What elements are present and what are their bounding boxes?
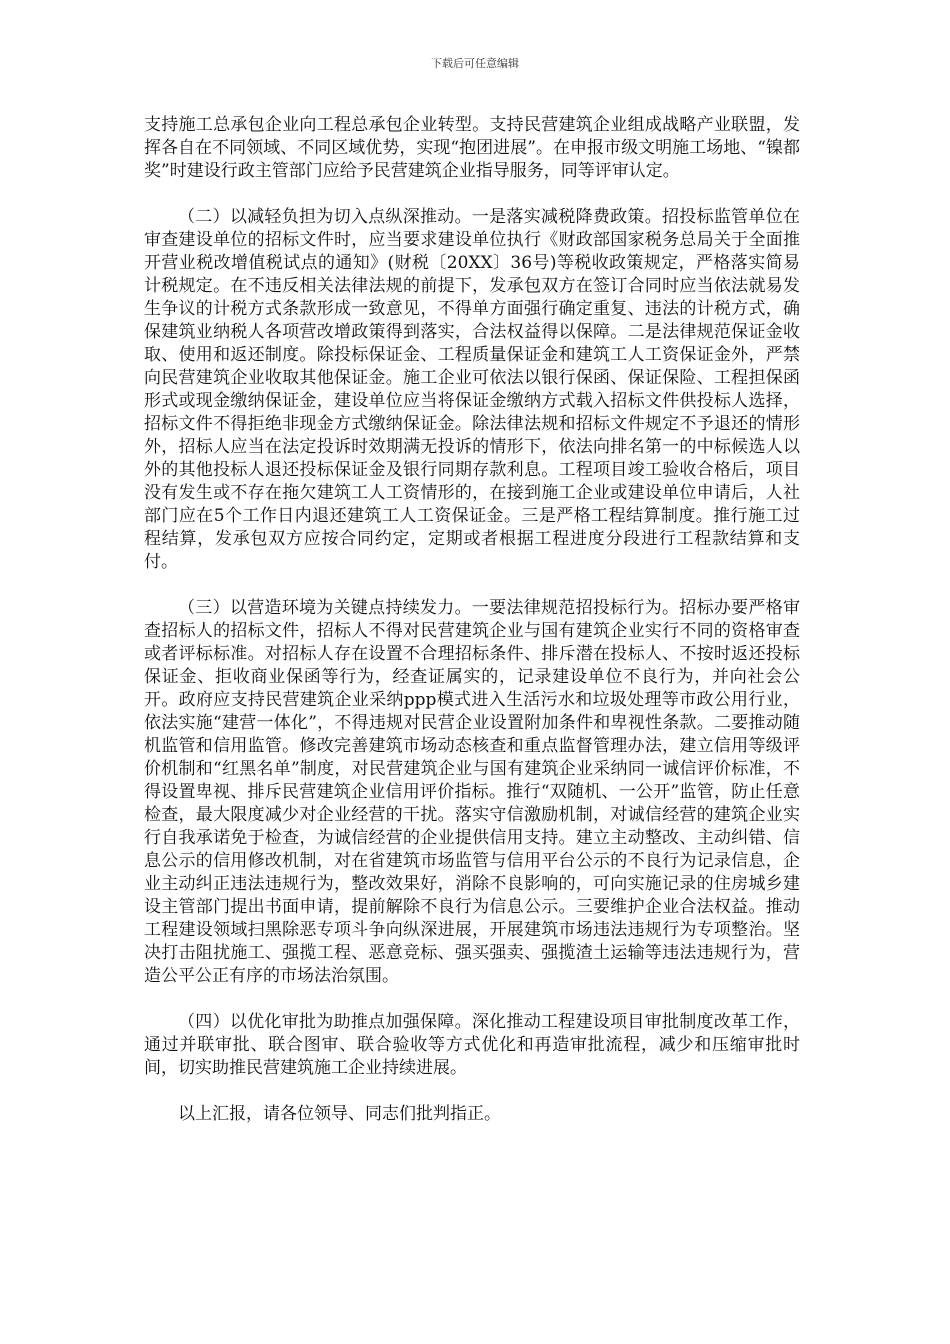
document-body xyxy=(144,114,800,1126)
paragraph-gap xyxy=(144,574,800,597)
paragraph-section-2: （二）以减轻负担为切入点纵深推动。一是落实减税降费政策。招投标监管单位在审查建设单位的招标文件时，应当要求建设单位执行《财政部国家税务总局关于全面推开营业税改增值税试点的通知》(财税〔20XX〕36号)等税收政策规定，严格落实简易计税规定。在不违反相关法律法规的前提下，发承包双方在签订合同时应当依法就易发生争议的计税方式条款形成一致意见，不得单方面强行确定重复、违法的计税方式，确保建筑业纳税人各项营改增政策得到落实，合法权益得以保障。二是法律规范保证金收取、使用和返还制度。除投标保证金、工程质量保证金和建筑工人工资保证金外，严禁向民营建筑企业收取其他保证金。施工企业可依法以银行保函、保证保险、工程担保函形式或现金缴纳保证金，建设单位应当将保证金缴纳方式载入招标文件供投标人选择，招标文件不得拒绝非现金方式缴纳保证金。除法律法规和招标文件规定不予退还的情形外，招标人应当在法定投诉时效期满无投诉的情形下，依法向排名第一的中标候选人以外的其他投标人退还投标保证金及银行同期存款利息。工程项目竣工验收合格后，项目没有发生或不存在拖欠建筑工人工资情形的，在接到施工企业或建设单位申请后，人社部门应在5个工作日内退还建筑工人工资保证金。三是严格工程结算制度。推行施工过程结算，发承包双方应按合同约定，定期或者根据工程进度分段进行工程款结算和支付。 xyxy=(144,207,800,572)
paragraph-gap xyxy=(144,1080,800,1103)
paragraph-section-3: （三）以营造环境为关键点持续发力。一要法律规范招投标行为。招标办要严格审查招标人的招标文件，招标人不得对民营建筑企业与国有建筑企业实行不同的资格审查或者评标标准。对招标人存在设置不合理招标条件、排斥潜在投标人、不按时返还投标保证金、拒收商业保函等行为，经查证属实的，记录建设单位不良行为，并向社会公开。政府应支持民营建筑企业采纳ppp模式进入生活污水和垃圾处理等市政公用行业，依法实施“建营一体化”，不得违规对民营企业设置附加条件和卑视性条款。二要推动随机监管和信用监管。修改完善建筑市场动态核查和重点监督管理办法，建立信用等级评价机制和“红黑名单”制度，对民营建筑企业与国有建筑企业采纳同一诚信评价标准，不得设置卑视、排斥民营建筑企业信用评价指标。推行“双随机、一公开”监管，防止任意检查，最大限度减少对企业经营的干扰。落实守信激励机制，对诚信经营的建筑企业实行自我承诺免于检查，为诚信经营的企业提供信用支持。建立主动整改、主动纠错、信息公示的信用修改机制，对在省建筑市场监管与信用平台公示的不良行为记录信息，企业主动纠正违法违规行为，整改效果好，消除不良影响的，可向实施记录的住房城乡建设主管部门提出书面申请，提前解除不良行为信息公示。三要维护企业合法权益。推动工程建设领域扫黑除恶专项斗争向纵深进展，开展建筑市场违法违规行为专项整治。坚决打击阻扰施工、强揽工程、恶意竞标、强买强卖、强揽渣土运输等违法违规行为，营造公平公正有序的市场法治氛围。 xyxy=(144,598,800,986)
paragraph-gap xyxy=(144,988,800,1011)
paragraph-continuation: 支持施工总承包企业向工程总承包企业转型。支持民营建筑企业组成战略产业联盟，发挥各自在不同领域、不同区域优势，实现“抱团进展”。在申报市级文明施工场地、“镍都奖”时建设行政主管部门应给予民营建筑企业指导服务，同等评审认定。 xyxy=(144,115,800,181)
page-header: 下载后可任意编辑 xyxy=(431,57,519,70)
paragraph-section-4: （四）以优化审批为助推点加强保障。深化推动工程建设项目审批制度改革工作，通过并联审批、联合图审、联合验收等方式优化和再造审批流程，减少和压缩审批时间，切实助推民营建筑施工企业持续进展。 xyxy=(144,1012,800,1078)
paragraph-gap xyxy=(144,183,800,206)
paragraph-closing: 以上汇报，请各位领导、同志们批判指正。 xyxy=(178,1104,501,1124)
